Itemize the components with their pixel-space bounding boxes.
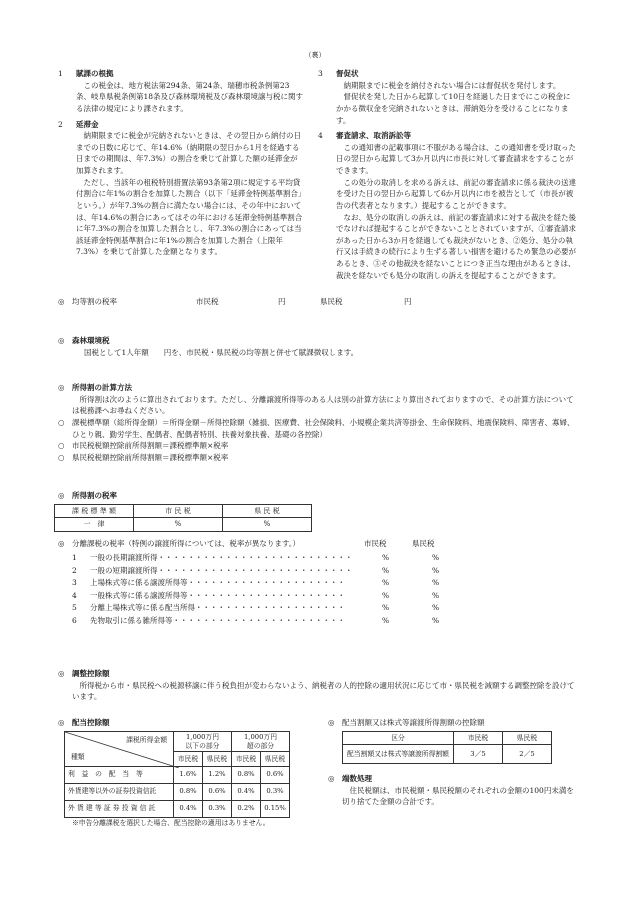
item-label: 上場株式等に係る譲渡所得等・・・・・・・・・・・・・・・・・・・・・	[90, 578, 345, 587]
list-item	[58, 602, 578, 615]
separate-rate-section	[58, 538, 578, 627]
section-number: 3	[318, 69, 323, 78]
city-tax-label: 市民税	[196, 297, 219, 306]
col-header-pref: 県民税	[412, 539, 435, 548]
table-header: 市 民 税	[134, 504, 223, 518]
list-item	[58, 440, 578, 452]
item-pref-rate: %	[432, 603, 440, 612]
list-item	[58, 590, 578, 603]
bullet-mark: ◎	[58, 669, 65, 678]
item-pref-rate: %	[432, 578, 440, 587]
income-rate-section	[58, 490, 312, 532]
item-label: 一般の長期譲渡所得・・・・・・・・・・・・・・・・・・・・・・・・・・	[90, 553, 353, 562]
table-header: 1,000万円 以下の部分	[174, 731, 232, 752]
section-title: 賦課の根拠	[76, 69, 114, 78]
table-header: 市民税	[454, 731, 503, 745]
section-body: なお、処分の取消しの訴えは、前記の審査請求に対する裁決を経た後でなければ提起することができないこととされていますが、①審査請求があった日から3か月を経過しても裁決がないとき、②処分、処分の執行又は手続きの続行により生ずる著しい損害を避けるため緊急の必要があるとき、③その他裁決を経ないことにつき正当な理由があるときは、裁決を経ないでも処分の取消しの訴えを提起することができます。	[336, 212, 576, 280]
table-cell: 0.15%	[261, 800, 290, 817]
item-city-rate: %	[382, 565, 390, 575]
list-item	[58, 577, 578, 590]
table-cell: %	[223, 518, 312, 532]
section-body: 所得税から市・県民税への税源移譲に伴う税負担が変わらないよう、納税者の人的控除の適用状況に応じて市・県民税を減額する調整控除を設けています。	[72, 680, 575, 702]
table-header: 1,000万円 超の部分	[232, 731, 290, 752]
item-number: 6	[72, 615, 77, 625]
bullet-mark: ◎	[58, 491, 65, 500]
bullet-mark: ◎	[328, 718, 335, 727]
item-number: 4	[72, 590, 77, 600]
dividend-split-table	[342, 731, 552, 765]
list-item-text: 県民税税額控除前所得割額＝課税標準額×税率	[72, 452, 229, 462]
dividend-split-section	[328, 717, 552, 764]
section-title: 督促状	[336, 69, 359, 78]
equal-rate-line	[58, 296, 578, 308]
table-cell: 0.6%	[203, 783, 232, 800]
col-header-city: 市民税	[364, 539, 387, 548]
table-cell: 0.8%	[232, 766, 261, 783]
row-label: 外 貨 建 等 証 券 投 資 信 託	[65, 800, 174, 817]
list-bullet: ○	[58, 452, 65, 462]
item-city-rate: %	[382, 615, 390, 625]
table-header: 市民税	[174, 752, 203, 766]
table-cell: 0.6%	[261, 766, 290, 783]
separate-rate-list	[58, 552, 578, 627]
section-title: 端数処理	[342, 774, 372, 783]
section-body: この通知書の記載事項に不服がある場合は、この通知書を受け取った日の翌日から起算して3か月以内に市長に対して審査請求をすることができます。	[336, 142, 576, 175]
table-cell: 3／5	[454, 745, 503, 764]
item-city-rate: %	[382, 590, 390, 600]
dividend-note: ※申告分離課税を選択した場合、配当控除の適用はありません。	[72, 818, 270, 827]
bullet-mark: ◎	[58, 539, 65, 548]
section-title: 調整控除額	[72, 669, 110, 678]
table-cell: %	[134, 518, 223, 532]
section-body: この税金は、地方税法第294条、第24条、瑞穂市税条例第23条、岐阜県税条例第18条及び森林環境税及び森林環境譲与税に関する法律の規定により課されます。	[76, 80, 304, 113]
table-row	[65, 766, 290, 783]
table-corner-cell	[65, 731, 174, 766]
item-number: 3	[72, 578, 77, 587]
section-number: 4	[318, 131, 323, 141]
section-body: 所得割は次のように算出されております。ただし、分離譲渡所得等のある人は別の計算方法により算出されておりますので、その計算方法については税務課へお尋ねください。	[72, 394, 574, 416]
section-title: 配当割額又は株式等譲渡所得割額の控除額	[342, 718, 485, 727]
table-header: 県民税	[203, 752, 232, 766]
table-cell: 配当割額又は株式等譲渡所得割額	[343, 745, 454, 764]
table-header: 市民税	[232, 752, 261, 766]
bullet-mark: ◎	[58, 336, 65, 345]
dividend-table	[64, 731, 290, 818]
table-header: 区分	[343, 731, 454, 745]
list-item-text: 課税標準額（総所得金額）＝所得金額－所得控除額（雑損、医療費、社会保険料、小規模企業共済等掛金、生命保険料、地震保険料、障害者、寡婦、ひとり親、勤労学生、配偶者、配偶者特別、扶養対象扶養、基礎の各控除）	[72, 417, 575, 439]
table-header: 県民税	[503, 731, 552, 745]
item-pref-rate: %	[432, 615, 440, 625]
section-title: 配当控除額	[72, 718, 110, 727]
section-late-fee	[58, 119, 304, 259]
corner-bottom-label: 種類	[71, 753, 85, 762]
item-city-rate: %	[382, 553, 390, 562]
bullet-mark: ◎	[328, 774, 335, 783]
item-label: 分離上場株式等に係る配当所得・・・・・・・・・・・・・・・・・・・・	[90, 603, 345, 612]
left-column	[58, 68, 304, 258]
section-title: 森林環境税	[72, 336, 110, 345]
section-basis	[58, 68, 304, 115]
income-calc-section	[58, 382, 578, 463]
table-header: 県民税	[261, 752, 290, 766]
list-item	[58, 417, 578, 440]
list-item	[58, 565, 578, 578]
item-pref-rate: %	[432, 565, 440, 575]
item-label: 一般株式等に係る譲渡所得等・・・・・・・・・・・・・・・・・・・・・	[90, 590, 345, 600]
table-row	[65, 783, 290, 800]
equal-rate-label: 均等割の税率	[72, 297, 117, 306]
table-cell: 2／5	[503, 745, 552, 764]
item-label: 一般の短期譲渡所得・・・・・・・・・・・・・・・・・・・・・・・・・・	[90, 565, 353, 575]
table-header: 課 税 標 準 額	[55, 504, 134, 518]
right-column	[318, 68, 576, 281]
item-city-rate: %	[382, 603, 390, 612]
rounding-section	[328, 773, 576, 808]
row-label: 外貨建等以外の証券投資信託	[65, 783, 174, 800]
section-title: 審査請求、取消訴訟等	[336, 131, 411, 141]
list-item	[58, 615, 578, 628]
section-number: 2	[58, 119, 63, 129]
page-side-label: （裏）	[304, 51, 326, 59]
item-label: 先物取引に係る雑所得等・・・・・・・・・・・・・・・・・・・・・・・	[90, 615, 345, 625]
row-label: 利 益 の 配 当 等	[65, 766, 174, 783]
item-number: 5	[72, 603, 77, 612]
section-body: 納期限までに税金を納付されない場合には督促状を発付します。	[343, 80, 561, 90]
item-number: 2	[72, 565, 77, 575]
pref-tax-label: 県民税	[320, 297, 343, 306]
item-city-rate: %	[382, 578, 390, 587]
adjust-section	[58, 668, 578, 703]
forest-tax-section	[58, 335, 578, 358]
section-title: 所得割の計算方法	[72, 383, 132, 392]
section-title: 延滞金	[76, 119, 99, 129]
item-pref-rate: %	[432, 553, 440, 562]
city-tax-unit: 円	[278, 297, 286, 306]
section-body: 督促状を発した日から起算して10日を経過した日までにこの税金にかかる徴収金を完納されないときは、滞納処分を受けることになります。	[336, 92, 571, 125]
section-reminder	[318, 68, 576, 126]
section-body: 住民税額は、市民税額・県民税額のそれぞれの金額の100円未満を切り捨てた金額の合計です。	[342, 785, 574, 807]
list-item	[58, 552, 578, 565]
table-cell: 0.3%	[203, 800, 232, 817]
section-title: 所得割の税率	[72, 491, 117, 500]
table-cell: 0.4%	[174, 800, 203, 817]
section-title: 分離課税の税率（特例の譲渡所得については、税率が異なります。）	[72, 539, 300, 548]
bullet-mark: ◎	[58, 383, 65, 392]
table-row	[65, 800, 290, 817]
table-cell: 1.6%	[174, 766, 203, 783]
bullet-mark: ◎	[58, 297, 65, 306]
list-bullet: ○	[58, 417, 65, 427]
table-cell: 一 律	[55, 518, 134, 532]
list-item	[58, 452, 578, 464]
table-cell: 0.8%	[174, 783, 203, 800]
table-cell: 1.2%	[203, 766, 232, 783]
dividend-section	[58, 717, 290, 828]
income-rate-table	[54, 504, 312, 533]
list-item-text: 市民税税額控除前所得割額＝課税標準額×税率	[72, 441, 229, 451]
section-body: ただし、当該年の租税特別措置法第93条第2項に規定する平均貸付割合に年1%の割合を加算した割合（以下「延滞金特例基準割合」という。）が年7.3%の割合に満たない場合には、その年中においては、年14.6%の割合にあってはその年における延滞金特例基準割合に年7.3%の割合を加算した割合とし、年7.3%の割合にあっては当該延滞金特例基準割合に年1%の割合を加算した割合（上限年7.3%）を乗じて計算した金額となります。	[76, 177, 303, 257]
section-body: この処分の取消しを求める訴えは、前記の審査請求に係る裁決の送達を受けた日の翌日から起算して6か月以内に市を被告として（市長が被告の代表者となります。）提起することができます。	[336, 177, 576, 210]
section-body: 納期限までに税金が完納されないときは、その翌日から納付の日までの日数に応じて、年14.6%（納期限の翌日から1月を経過する日までの期間は、年7.3%）の割合を乗じて計算した額の延滞金が加算されます。	[76, 131, 301, 175]
bullet-mark: ◎	[58, 718, 65, 727]
list-bullet: ○	[58, 441, 65, 451]
table-cell: 0.4%	[232, 783, 261, 800]
section-body: 国税として1人年額 円を、市民税・県民税の均等割と併せて賦課徴収します。	[84, 347, 359, 357]
pref-tax-unit: 円	[404, 297, 412, 306]
corner-top-label: 課税所得金額	[126, 735, 167, 744]
item-number: 1	[72, 553, 77, 562]
section-number: 1	[58, 69, 63, 78]
section-appeal	[318, 130, 576, 281]
table-cell: 0.3%	[261, 783, 290, 800]
table-header: 県 民 税	[223, 504, 312, 518]
table-cell: 0.2%	[232, 800, 261, 817]
item-pref-rate: %	[432, 590, 440, 600]
